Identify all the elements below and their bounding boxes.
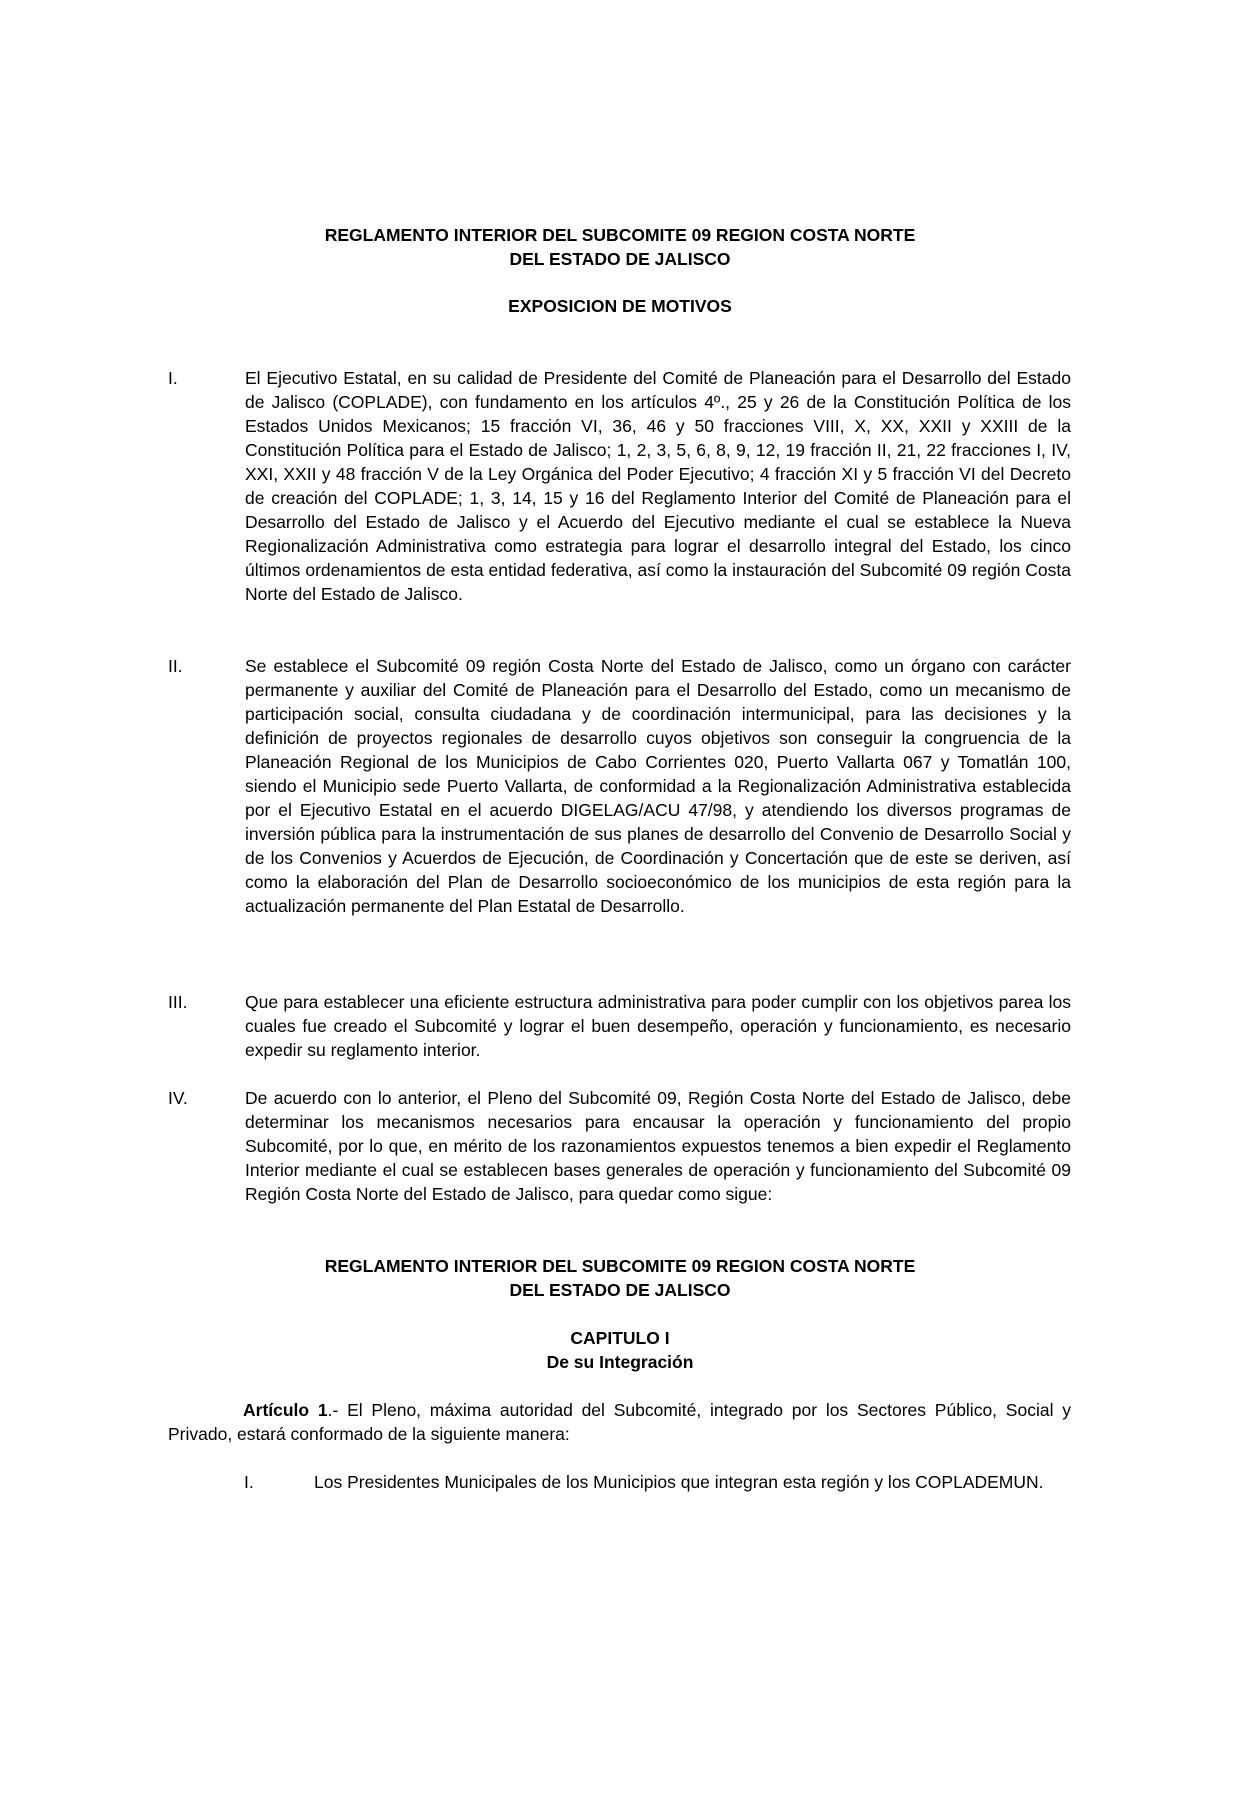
- chapter-title: CAPITULO I: [570, 1328, 670, 1348]
- motivo-item-i: [168, 366, 1071, 606]
- title-line-2: DEL ESTADO DE JALISCO: [509, 1280, 731, 1300]
- item-number: II.: [168, 656, 183, 676]
- title-line-1: REGLAMENTO INTERIOR DEL SUBCOMITE 09 REGION COSTA NORTE: [324, 1256, 916, 1276]
- exposicion-heading-text: EXPOSICION DE MOTIVOS: [508, 296, 732, 316]
- item-text: Que para establecer una eficiente estructura administrativa para poder cumplir con los objetivos parea los cuales fue creado el Subcomité y lograr el buen desempeño, operación y funcionamiento, es necesario expedir su reglamento interior.: [245, 992, 1071, 1060]
- item-text: Se establece el Subcomité 09 región Costa Norte del Estado de Jalisco, como un órgano con carácter permanente y auxiliar del Comité de Planeación para el Desarrollo del Estado, como un mecanismo de participación social, consulta ciudadana y de coordinación intermunicipal, para las decisiones y la definición de proyectos regionales de desarrollo cuyos objetivos son conseguir la congruencia de la Planeación Regional de los Municipios de Cabo Corrientes 020, Puerto Vallarta 067 y Tomatlán 100, siendo el Municipio sede Puerto Vallarta, de conformidad a la Regionalización Administrativa establecida por el Ejecutivo Estatal en el acuerdo DIGELAG/ACU 47/98, y atendiendo los diversos programas de inversión pública para la instrumentación de sus planes de desarrollo del Convenio de Desarrollo Social y de los Convenios y Acuerdos de Ejecución, de Coordinación y Concertación que de este se deriven, así como la elaboración del Plan de Desarrollo socioeconómico de los municipios de esta región para la actualización permanente del Plan Estatal de Desarrollo.: [245, 656, 1071, 916]
- article-1: [168, 1398, 1071, 1446]
- item-number: I.: [168, 368, 178, 388]
- chapter-heading: [0, 1326, 1240, 1374]
- title-line-1: REGLAMENTO INTERIOR DEL SUBCOMITE 09 REGION COSTA NORTE: [324, 225, 916, 245]
- reglamento-title: [0, 1254, 1240, 1302]
- item-number: IV.: [168, 1088, 188, 1108]
- chapter-subtitle: De su Integración: [546, 1352, 694, 1372]
- article-1-item-i: [244, 1470, 1071, 1494]
- title-line-2: DEL ESTADO DE JALISCO: [509, 249, 731, 269]
- item-number: III.: [168, 992, 188, 1012]
- exposicion-heading: [0, 294, 1240, 318]
- item-text: De acuerdo con lo anterior, el Pleno del Subcomité 09, Región Costa Norte del Estado de Jalisco, debe determinar los mecanismos necesarios para encausar la operación y funcionamiento del propio Subcomité, por lo que, en mérito de los razonamientos expuestos tenemos a bien expedir el Reglamento Interior mediante el cual se establecen bases generales de operación y funcionamiento del Subcomité 09 Región Costa Norte del Estado de Jalisco, para quedar como sigue:: [245, 1088, 1071, 1204]
- article-text: .- El Pleno, máxima autoridad del Subcomité, integrado por los Sectores Público, Social y Privado, estará conformado de la siguiente manera:: [168, 1400, 1071, 1444]
- motivo-item-iii: [168, 990, 1071, 1062]
- item-number: I.: [244, 1472, 254, 1492]
- item-text: El Ejecutivo Estatal, en su calidad de Presidente del Comité de Planeación para el Desarrollo del Estado de Jalisco (COPLADE), con fundamento en los artículos 4º., 25 y 26 de la Constitución Política de los Estados Unidos Mexicanos; 15 fracción VI, 36, 46 y 50 fracciones VIII, X, XX, XXII y XXIII de la Constitución Política para el Estado de Jalisco; 1, 2, 3, 5, 6, 8, 9, 12, 19 fracción II, 21, 22 fracciones I, IV, XXI, XXII y 48 fracción V de la Ley Orgánica del Poder Ejecutivo; 4 fracción XI y 5 fracción VI del Decreto de creación del COPLADE; 1, 3, 14, 15 y 16 del Reglamento Interior del Comité de Planeación para el Desarrollo del Estado de Jalisco y el Acuerdo del Ejecutivo mediante el cual se establece la Nueva Regionalización Administrativa como estrategia para lograr el desarrollo integral del Estado, los cinco últimos ordenamientos de esta entidad federativa, así como la instauración del Subcomité 09 región Costa Norte del Estado de Jalisco.: [245, 368, 1071, 604]
- article-label: Artículo 1: [243, 1400, 328, 1420]
- motivo-item-ii: [168, 654, 1071, 918]
- document-title: [0, 223, 1240, 271]
- item-text: Los Presidentes Municipales de los Municipios que integran esta región y los COPLADEMUN.: [314, 1472, 1044, 1492]
- motivo-item-iv: [168, 1086, 1071, 1206]
